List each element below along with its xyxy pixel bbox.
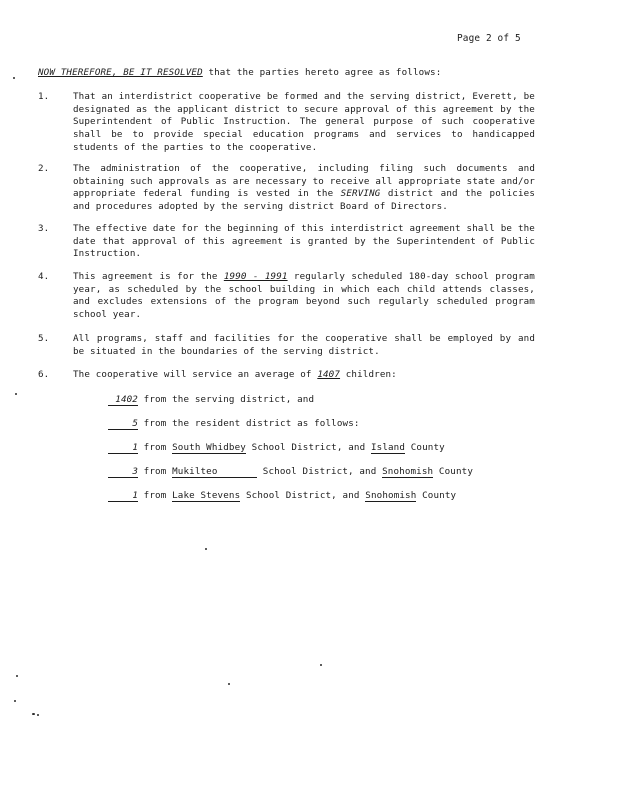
district-row: 1 from Lake Stevens School District, and Snohomish County [108,490,456,502]
clause-number: 6. [38,369,50,380]
scan-speck [37,714,39,716]
district-count-fill: 3 [108,467,138,478]
clause-text: The administration of the cooperative, including filing such documents and obtaining such approvals as are necessary to receive all appropriate state and/or appropriate federal funding is vested in the SERVING district and the policies and procedures adopted by the serving district Board of Directors. [73,163,535,213]
district-count-fill: 1 [108,443,138,454]
district-name-fill: Mukilteo [172,467,257,478]
county-name-fill: Snohomish [365,490,417,501]
average-children-fill: 1407 [317,369,341,380]
resolution-lead: NOW THEREFORE, BE IT RESOLVED [38,67,203,78]
district-name-fill: Lake Stevens [172,490,241,501]
resolution-intro-text: that the parties hereto agree as follows: [202,67,442,78]
district-name-fill: South Whidbey [172,442,246,453]
serving-line-text: from the serving district, and [138,394,315,405]
scan-speck [205,548,207,550]
serving-district-line [108,394,314,406]
resolution-intro [38,67,598,78]
resident-district-line [108,418,360,430]
scan-speck [14,700,16,702]
serving-count-fill: 1402 [108,395,138,406]
resident-line-text: from the resident district as follows: [138,418,360,429]
scan-speck [32,713,35,715]
scan-speck [13,77,15,79]
scan-speck [320,664,322,666]
clause-number: 5. [38,333,50,344]
clause-text: That an interdistrict cooperative be formed and the serving district, Everett, be designated as the applicant district to secure approval of this agreement by the Superintendent of Public Instruction. The general purpose of such cooperative shall be to provide special education programs and services to handicapped students of the parties to the cooperative. [73,91,535,153]
page-number: Page 2 of 5 [457,33,521,44]
scan-speck [16,675,18,677]
clause-text: All programs, staff and facilities for the cooperative shall be employed by and be situated in the boundaries of the serving district. [73,333,535,357]
school-year-fill: 1990 - 1991 [223,271,288,282]
clause-number: 1. [38,91,50,102]
scan-speck [15,393,17,395]
clause-number: 2. [38,163,50,174]
district-row: 3 from Mukilteo School District, and Snohomish County [108,466,473,478]
resident-count-fill: 5 [108,419,138,430]
county-name-fill: Island [370,442,406,453]
clause-text: This agreement is for the 1990 - 1991 regularly scheduled 180-day school program year, as scheduled by the school building in which each child attends classes, and excludes extensions of the program beyond such regularly scheduled program school year. [73,271,535,321]
clause-number: 3. [38,223,50,234]
clause-text: The effective date for the beginning of this interdistrict agreement shall be the date that approval of this agreement is granted by the Superintendent of Public Instruction. [73,223,535,260]
clause-text: The cooperative will service an average of 1407 children: [73,369,397,380]
county-name-fill: Snohomish [382,466,434,477]
scan-speck [228,683,230,685]
district-row: 1 from South Whidbey School District, and Island County [108,442,445,454]
clause-number: 4. [38,271,50,282]
district-count-fill: 1 [108,491,138,502]
serving-emphasis: SERVING [340,188,381,200]
